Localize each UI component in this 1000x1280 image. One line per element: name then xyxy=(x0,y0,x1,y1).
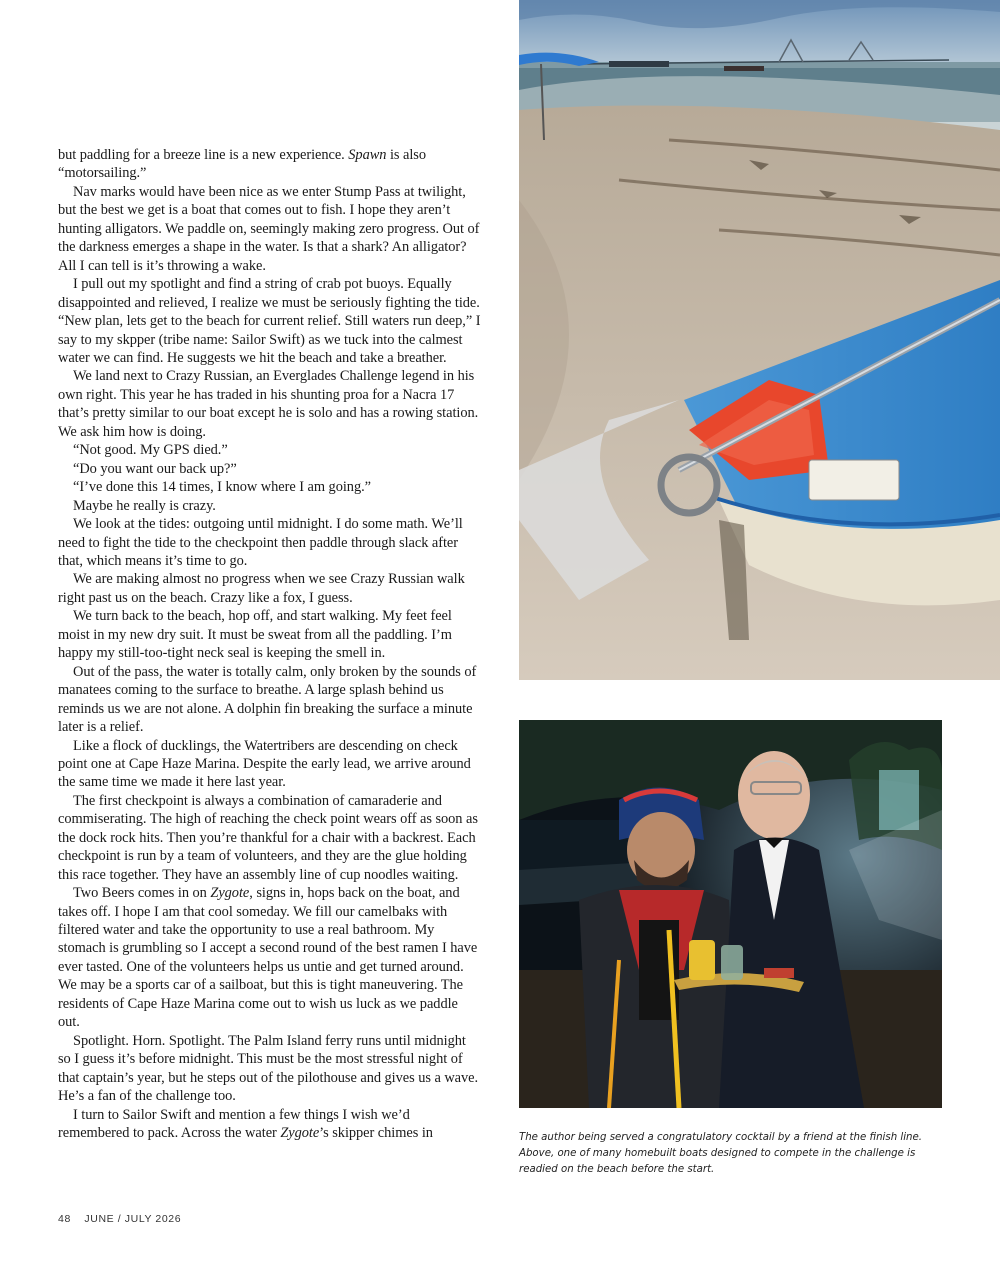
article-paragraph: We turn back to the beach, hop off, and start walking. My feet feel moist in my new dry suit. It must be sweat from all the paddling. I’m happy my still-too-tight neck seal is keeping the smell in. xyxy=(58,608,452,662)
page-number: 48 xyxy=(58,1213,71,1225)
article-paragraph: Nav marks would have been nice as we enter Stump Pass at twilight, but the best we get is a boat that comes out to fish. I hope they aren’t hunting alligators. We paddle on, seemingly making zero progress. Out of the darkness emerges a shape in the water. Is that a shark? An alligator? All I can tell is it’s throwing a wake. xyxy=(58,183,480,274)
article-paragraph: Like a flock of ducklings, the Watertribers are descending on check point one at Cape Haze Marina. Despite the early lead, we arrive around the same time we made it here last year. xyxy=(58,737,471,791)
article-paragraph: We are making almost no progress when we see Crazy Russian walk right past us on the beach. Crazy like a fox, I guess. xyxy=(58,571,465,606)
page-folio xyxy=(58,1213,181,1225)
article-paragraph: We land next to Crazy Russian, an Everglades Challenge legend in his own right. This year he has traded in his shunting proa for a Nacra 17 that’s pretty similar to our boat except he is solo and has a rowing station. We ask him how is doing. xyxy=(58,368,479,440)
article-paragraph: “I’ve done this 14 times, I know where I am going.” xyxy=(73,479,371,496)
beach-boat-photo-icon xyxy=(519,0,1000,680)
article-body xyxy=(58,146,482,1142)
article-paragraph: The first checkpoint is always a combination of camaraderie and commiserating. The high of reaching the check point wears off as soon as the dock rock hits. Then you’re thankful for a chair with a backrest. Each checkpoint is run by a team of volunteers, and they are the glue holding this race together. They have an assembly line of cup noodles waiting. xyxy=(58,792,478,883)
article-paragraph: We look at the tides: outgoing until midnight. I do some math. We’ll need to fight the tide to the checkpoint then paddle through slack after that, which means it’s time to go. xyxy=(58,516,463,569)
photo-caption: The author being served a congratulatory cocktail by a friend at the finish line. Above, one of many homebuilt boats designed to compete in the challenge is readied on the beach before the start. xyxy=(519,1132,923,1175)
article-paragraph: I pull out my spotlight and find a string of crab pot buoys. Equally disappointed and relieved, I realize we must be seriously fighting the tide. “New plan, lets get to the beach for current relief. Still waters run deep,” I say to my skpper (tribe name: Sailor Swift) as we tuck into the calmest water we can find. He suggests we hit the beach and take a breather. xyxy=(58,276,481,366)
article-paragraph: Spotlight. Horn. Spotlight. The Palm Island ferry runs until midnight so I guess it’s before midnight. This must be the most stressful night of that captain’s year, but he steps out of the pilothouse and gives us a wave. He’s a fan of the challenge too. xyxy=(58,1032,479,1105)
issue-date: JUNE / JULY 2026 xyxy=(84,1213,182,1225)
night-finish-photo xyxy=(519,720,942,1108)
beach-boat-photo xyxy=(519,0,1000,680)
night-finish-photo-icon xyxy=(519,720,942,1108)
article-paragraph: “Not good. My GPS died.” xyxy=(73,442,228,459)
article-paragraph: Out of the pass, the water is totally calm, only broken by the sounds of manatees coming to the surface to breathe. A large splash behind us reminds us we are not alone. A dolphin fin breaking the surface a minute later is a relief. xyxy=(58,663,477,736)
article-paragraph: Two Beers comes in on Zygote, signs in, hops back on the boat, and takes off. I hope I am that cool someday. We fill our camelbaks with filtered water and take the opportunity to use a real bathroom. My stomach is grumbling so I accept a second round of the best ramen I have ever tasted. One of the volunteers helps us untie and get turned around. We may be a sports car of a sailboat, but this is tight maneuvering. The residents of Cape Haze Marina come out to wish us luck as we paddle out. xyxy=(58,885,478,1031)
article-paragraph: “Do you want our back up?” xyxy=(73,460,237,477)
article-paragraph: I turn to Sailor Swift and mention a few things I wish we’d remembered to pack. Across the water Zygote’s skipper chimes in xyxy=(58,1106,433,1142)
article-paragraph: Maybe he really is crazy. xyxy=(73,497,216,514)
article-paragraph: but paddling for a breeze line is a new experience. Spawn is also “motorsailing.” xyxy=(58,147,426,182)
